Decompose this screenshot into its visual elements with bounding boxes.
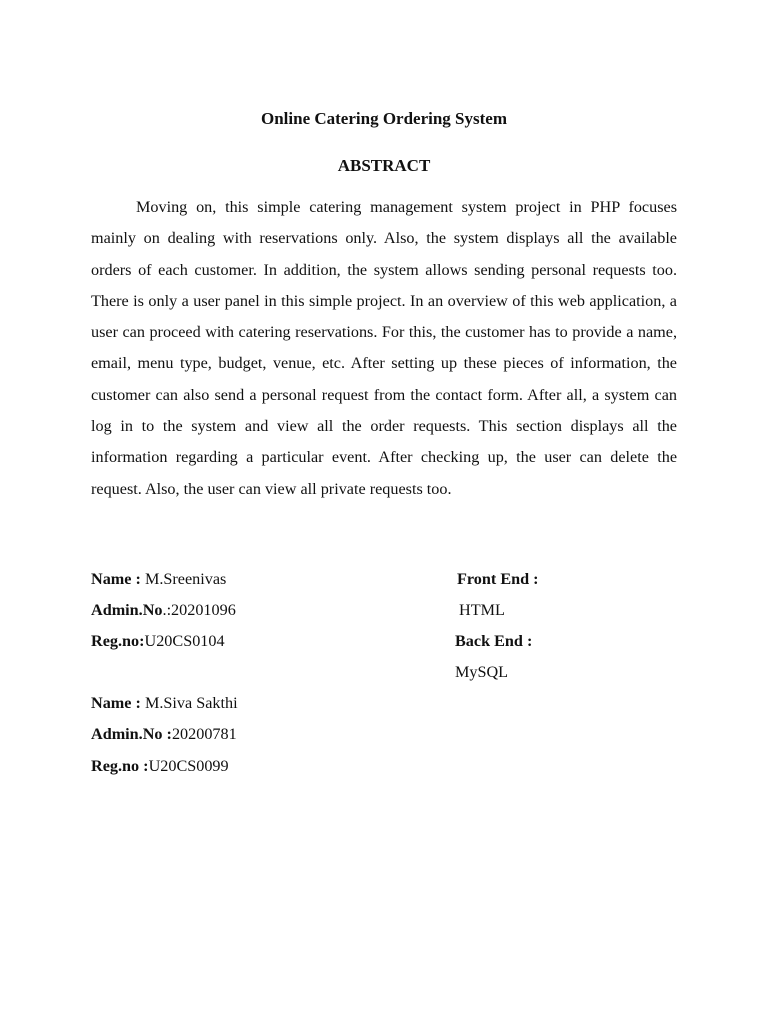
student-1-name-line [91,568,226,590]
student-2-reg-label: Reg.no : [91,757,149,775]
front-end-label: Front End : [457,570,539,588]
student-2-admin-line [91,723,237,745]
student-1-reg-no: U20CS0104 [144,632,225,650]
student-1-admin-line [91,599,236,621]
abstract-paragraph: Moving on, this simple catering management system project in PHP focuses mainly on dealing with reservations only. Also, the system displays all the available orders of each customer. In addition, the system allows sending personal requests too. There is only a user panel in this simple project. In an overview of this web application, a user can proceed with catering reservations. For this, the customer has to provide a name, email, menu type, budget, venue, etc. After setting up these pieces of information, the customer can also send a personal request from the contact form. After all, a system can log in to the system and view all the order requests. This section displays all the information regarding a particular event. After checking up, the user can delete the request. Also, the user can view all private requests too. [91,198,677,498]
abstract-heading: ABSTRACT [337,156,431,175]
student-1-name-label: Name : [91,570,145,588]
student-2-admin-no: 20200781 [171,725,237,743]
document-title: Online Catering Ordering System [260,109,507,128]
back-end-label: Back End : [455,632,533,650]
student-1-reg-label: Reg.no: [91,632,145,650]
student-2-name-line [91,692,238,714]
student-2-name-label: Name : [91,694,145,712]
front-end-value: HTML [459,601,505,619]
student-2-reg-no: U20CS0099 [148,757,229,775]
student-1-admin-label: Admin.No [91,601,163,619]
student-1-reg-line [91,630,225,652]
student-1-name: M.Sreenivas [144,570,227,588]
student-1-admin-no: .:20201096 [162,601,236,619]
student-2-admin-label: Admin.No : [91,725,172,743]
back-end-label-line [455,630,532,652]
student-2-name: M.Siva Sakthi [144,694,238,712]
back-end-value: MySQL [455,663,509,681]
front-end-label-line [457,568,539,590]
student-2-reg-line [91,755,229,777]
